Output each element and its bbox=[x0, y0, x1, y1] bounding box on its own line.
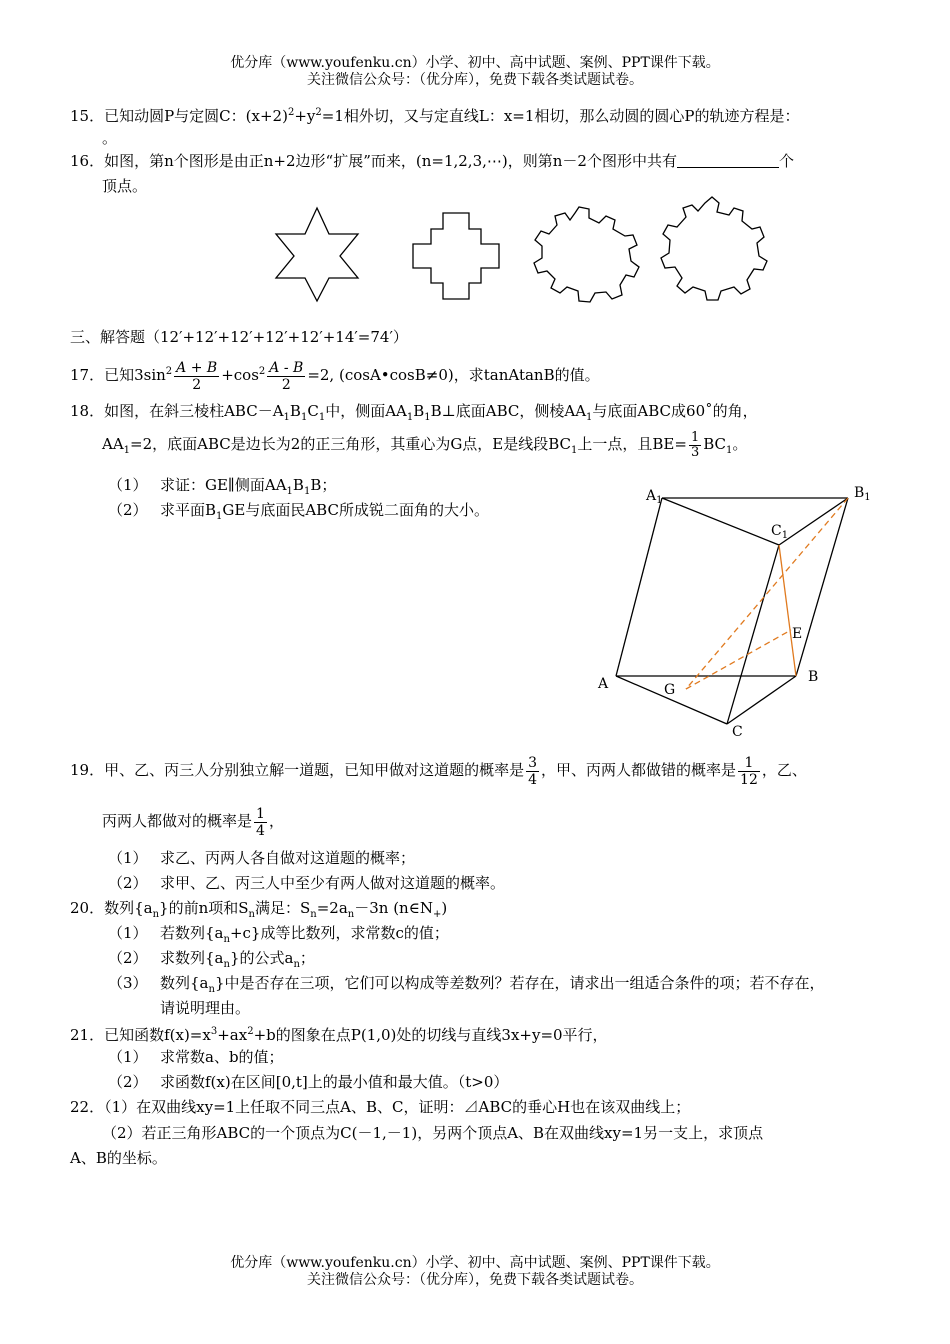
q22-p1: （1）在双曲线xy=1上任取不同三点A、B、C，证明：⊿ABC的垂心H也在该双曲线上； bbox=[104, 1098, 691, 1116]
q18-l2b: =2，底面ABC是边长为2的正三角形，其重心为G点，E是线段BC bbox=[130, 435, 572, 453]
question-number: 18． bbox=[70, 402, 105, 420]
q20-sub1-b: +c}成等比数列，求常数c的值； bbox=[229, 924, 449, 942]
question-number: 20． bbox=[70, 899, 105, 917]
q15-sup: 2 bbox=[315, 107, 322, 118]
q17-text-2: +cos bbox=[221, 366, 259, 384]
subscript: 1 bbox=[300, 412, 308, 423]
question-19 bbox=[70, 752, 890, 788]
label-sub: 1 bbox=[864, 492, 871, 503]
question-number: 21． bbox=[70, 1026, 105, 1044]
q15-text-b: +y bbox=[294, 107, 316, 125]
header-line-1: 优分库（www.youfenku.cn）小学、初中、高中试题、案例、PPT课件下载。 bbox=[230, 55, 720, 71]
question-number: 19． bbox=[70, 761, 105, 779]
q18-text-4: 与底面ABC成60˚的角， bbox=[592, 402, 758, 420]
subscript: 1 bbox=[424, 412, 431, 423]
q19-sub-2 bbox=[108, 872, 505, 894]
fraction-numerator: 1 bbox=[256, 805, 265, 822]
label-G: G bbox=[664, 682, 676, 698]
subscript: 1 bbox=[286, 486, 293, 497]
q20-sub3-a: 数列{a bbox=[160, 974, 209, 992]
subscript: n bbox=[310, 909, 317, 920]
footer-line-2: 关注微信公众号：（优分库），免费下载各类试题试卷。 bbox=[307, 1272, 643, 1288]
q19-sub1-text: 求乙、丙两人各自做对这道题的概率； bbox=[160, 849, 416, 867]
line-G-E bbox=[686, 630, 791, 689]
subscript: n bbox=[152, 909, 160, 920]
q19-line-2 bbox=[102, 803, 922, 839]
q20-t2: }的前n项和S bbox=[159, 899, 249, 917]
q17-text-3: =2, (cosA•cosB≠0)，求tanAtanB的值。 bbox=[307, 366, 600, 384]
section-3-heading: 三、解答题（12′+12′+12′+12′+12′+14′=74′） bbox=[70, 328, 408, 346]
fraction-denominator: 4 bbox=[256, 822, 265, 839]
question-17 bbox=[70, 356, 890, 393]
q20-sub3-b: }中是否存在三项，它们可以构成等差数列？若存在，请求出一组适合条件的项；若不存在， bbox=[214, 974, 825, 992]
q20-sub2-a: 求数列{a bbox=[160, 949, 224, 967]
superscript: 3 bbox=[210, 1026, 218, 1037]
q15-text-a: 已知动圆P与定圆C：(x+2) bbox=[104, 107, 288, 125]
question-15 bbox=[70, 102, 890, 127]
subscript: 1 bbox=[318, 412, 326, 423]
subscript: n bbox=[223, 959, 230, 970]
subscript: 1 bbox=[406, 412, 414, 423]
q15-sup: 2 bbox=[287, 107, 295, 118]
fraction-denominator: 12 bbox=[740, 771, 758, 788]
fraction bbox=[526, 755, 539, 788]
q19-text-2: ，甲、丙两人都做错的概率是 bbox=[541, 761, 737, 779]
edge-C1-C bbox=[727, 545, 779, 724]
superscript: 2 bbox=[247, 1026, 254, 1037]
question-22 bbox=[70, 1096, 890, 1118]
subscript: n bbox=[293, 959, 300, 970]
question-number: 22． bbox=[70, 1098, 105, 1116]
cross-figure bbox=[410, 210, 505, 305]
q18-sub1-tail: B； bbox=[310, 476, 337, 494]
edge-A1-C1 bbox=[662, 498, 779, 545]
edge-A1-A bbox=[616, 498, 662, 676]
answer-blank bbox=[677, 153, 779, 168]
q20-sub-3-continuation: 请说明理由。 bbox=[160, 999, 251, 1017]
q21-sub-1 bbox=[108, 1046, 284, 1068]
line-C1-B bbox=[779, 545, 796, 676]
subscript: n bbox=[347, 909, 355, 920]
subscript: 1 bbox=[586, 412, 593, 423]
line-B1-G bbox=[686, 498, 848, 689]
pentagon-snowflake-figure bbox=[527, 205, 645, 310]
fraction-denominator: 2 bbox=[192, 376, 202, 393]
q16-continuation: 顶点。 bbox=[102, 177, 148, 195]
subscript: n bbox=[223, 934, 230, 945]
q20-t6: ) bbox=[441, 899, 448, 917]
q17-square: 2 bbox=[165, 366, 173, 377]
hexagram-figure bbox=[270, 205, 370, 305]
q18-text-3: B⊥底面ABC，侧棱AA bbox=[430, 402, 587, 420]
subscript: 1 bbox=[726, 445, 733, 456]
label-A1 bbox=[645, 488, 663, 506]
prism-figure bbox=[590, 475, 890, 745]
sub-number: （2） bbox=[108, 1073, 148, 1091]
fraction-denominator: 2 bbox=[281, 376, 291, 393]
header-line-2: 关注微信公众号：（优分库），免费下载各类试题试卷。 bbox=[307, 72, 643, 88]
label-E: E bbox=[792, 626, 803, 642]
q21-t2: +ax bbox=[217, 1026, 248, 1044]
footer-line-1: 优分库（www.youfenku.cn）小学、初中、高中试题、案例、PPT课件下载。 bbox=[230, 1255, 720, 1271]
subscript: 1 bbox=[216, 511, 223, 522]
question-16 bbox=[70, 150, 890, 172]
q18-sub-1: （1） 求证：GE∥侧面$AA_1B_1B$； bbox=[108, 476, 337, 497]
subscript: 1 bbox=[123, 445, 131, 456]
q18-text-1: 如图，在斜三棱柱ABC－A bbox=[104, 402, 284, 420]
edge-B1-B bbox=[796, 498, 848, 676]
q21-sub2-text: 求函数f(x)在区间[0,t]上的最小值和最大值。（t>0） bbox=[160, 1073, 509, 1091]
q18-line-2: $AA_1=2$，底面ABC是边长为2的正三角形，其重心为G点，E是线段$BC_1$上一点，且BE= $\frac{1}{3}$ $BC_1$。 bbox=[102, 429, 748, 460]
subscript: + bbox=[432, 909, 442, 920]
q15-continuation: 。 bbox=[102, 129, 118, 147]
q18-l2a: AA bbox=[102, 435, 124, 453]
sub-number: （2） bbox=[108, 874, 148, 892]
q22-p2: （2）若正三角形ABC的一个顶点为C(－1,－1)，另两个顶点A、B在双曲线xy=1另一支上，求顶点 bbox=[102, 1124, 764, 1142]
label-B1 bbox=[854, 485, 871, 503]
fraction-denominator: 3 bbox=[690, 444, 700, 460]
q19-sub-1 bbox=[108, 847, 415, 869]
subscript: n bbox=[208, 984, 215, 995]
fraction-numerator: 1 bbox=[690, 429, 700, 445]
q20-t4: =2a bbox=[316, 899, 348, 917]
q19-sub2-text: 求甲、乙、丙三人中至少有两人做对这道题的概率。 bbox=[160, 874, 506, 892]
q20-t1: 数列{a bbox=[104, 899, 153, 917]
label-text: B bbox=[854, 485, 865, 501]
q20-sub2-b: }的公式a bbox=[229, 949, 294, 967]
q18-sub1-text: 求证：GE∥侧面AA bbox=[160, 476, 287, 494]
q20-sub1-a: 若数列{a bbox=[160, 924, 224, 942]
question-number: 17． bbox=[70, 366, 105, 384]
q19-text-3: ，乙、 bbox=[761, 761, 807, 779]
q18-l2d: BC bbox=[703, 435, 727, 453]
sub-number: （1） bbox=[108, 476, 148, 494]
q18-sub-2 bbox=[108, 499, 489, 528]
question-number: 16． bbox=[70, 152, 105, 170]
fraction bbox=[738, 755, 760, 788]
sub-number: （1） bbox=[108, 1048, 148, 1066]
fraction-numerator: A - B bbox=[269, 359, 304, 376]
fraction bbox=[267, 360, 305, 393]
q18-text-2: 中，侧面AA bbox=[325, 402, 407, 420]
fraction bbox=[174, 360, 219, 393]
label-C: C bbox=[732, 724, 743, 740]
q17-text-1: 已知3sin bbox=[104, 366, 166, 384]
fraction-numerator: 1 bbox=[738, 755, 760, 772]
sub-number: （2） bbox=[108, 949, 148, 967]
q16-tail: 个 bbox=[778, 152, 794, 170]
fraction-numerator: 3 bbox=[528, 754, 538, 771]
fraction bbox=[689, 431, 701, 460]
label-sub: 1 bbox=[656, 495, 663, 506]
q19-text-1: 甲、乙、丙三人分别独立解一道题，已知甲做对这道题的概率是 bbox=[104, 761, 525, 779]
sub-number: （3） bbox=[108, 974, 148, 992]
label-C1 bbox=[771, 523, 788, 541]
q18-sub2-tail: GE与底面民ABC所成锐二面角的大小。 bbox=[222, 501, 489, 519]
subscript: 1 bbox=[303, 486, 311, 497]
q15-text-c: =1相外切，又与定直线L：x=1相切，那么动圆的圆心P的轨迹方程是： bbox=[321, 107, 800, 125]
q21-sub1-text: 求常数a、b的值； bbox=[160, 1048, 284, 1066]
fraction bbox=[254, 806, 267, 839]
subscript: 1 bbox=[571, 445, 578, 456]
edge-C-B bbox=[727, 676, 796, 724]
sub-number: （2） bbox=[108, 501, 148, 519]
q16-text: 如图，第n个图形是由正n+2边形“扩展”而来，(n=1,2,3,⋯)，则第n－2个图形中共有 bbox=[104, 152, 677, 170]
q19-text-4: ， bbox=[268, 812, 284, 830]
label-sub: 1 bbox=[781, 530, 789, 541]
label-text: C bbox=[771, 523, 782, 539]
label-B: B bbox=[808, 669, 819, 685]
fraction-denominator: 4 bbox=[528, 771, 538, 788]
subscript: n bbox=[248, 909, 255, 920]
hexagon-snowflake-figure bbox=[655, 195, 770, 310]
q21-t1: 已知函数f(x)=x bbox=[104, 1026, 211, 1044]
q21-sub-2 bbox=[108, 1071, 508, 1093]
q18-l2c: 上一点，且BE= bbox=[577, 435, 687, 453]
q18-sub2-text: 求平面B bbox=[160, 501, 217, 519]
q20-t5: －3n (n∈N bbox=[354, 899, 433, 917]
sub-number: （1） bbox=[108, 849, 148, 867]
q22-p3: A、B的坐标。 bbox=[70, 1149, 167, 1167]
fraction-numerator: A + B bbox=[176, 359, 218, 376]
q20-sub2-c: ； bbox=[299, 949, 315, 967]
q20-t3: 满足：S bbox=[254, 899, 311, 917]
q19-l2: 丙两人都做对的概率是 bbox=[102, 812, 253, 830]
subscript: 1 bbox=[283, 412, 290, 423]
label-text: A bbox=[646, 488, 657, 504]
sub-number: （1） bbox=[108, 924, 148, 942]
question-21 bbox=[70, 1021, 890, 1046]
question-18: 18．如图，在斜三棱柱$ABC-A_1B_1C_1$中，侧面$AA_1B_1B\perp$底面ABC，侧棱$AA_1$与底面ABC成60˚的角， bbox=[70, 402, 758, 423]
q17-square: 2 bbox=[258, 366, 266, 377]
label-A: A bbox=[598, 676, 609, 692]
question-number: 15． bbox=[70, 107, 105, 125]
q21-t3: +b的图象在点P(1,0)处的切线与直线3x+y=0平行， bbox=[253, 1026, 608, 1044]
